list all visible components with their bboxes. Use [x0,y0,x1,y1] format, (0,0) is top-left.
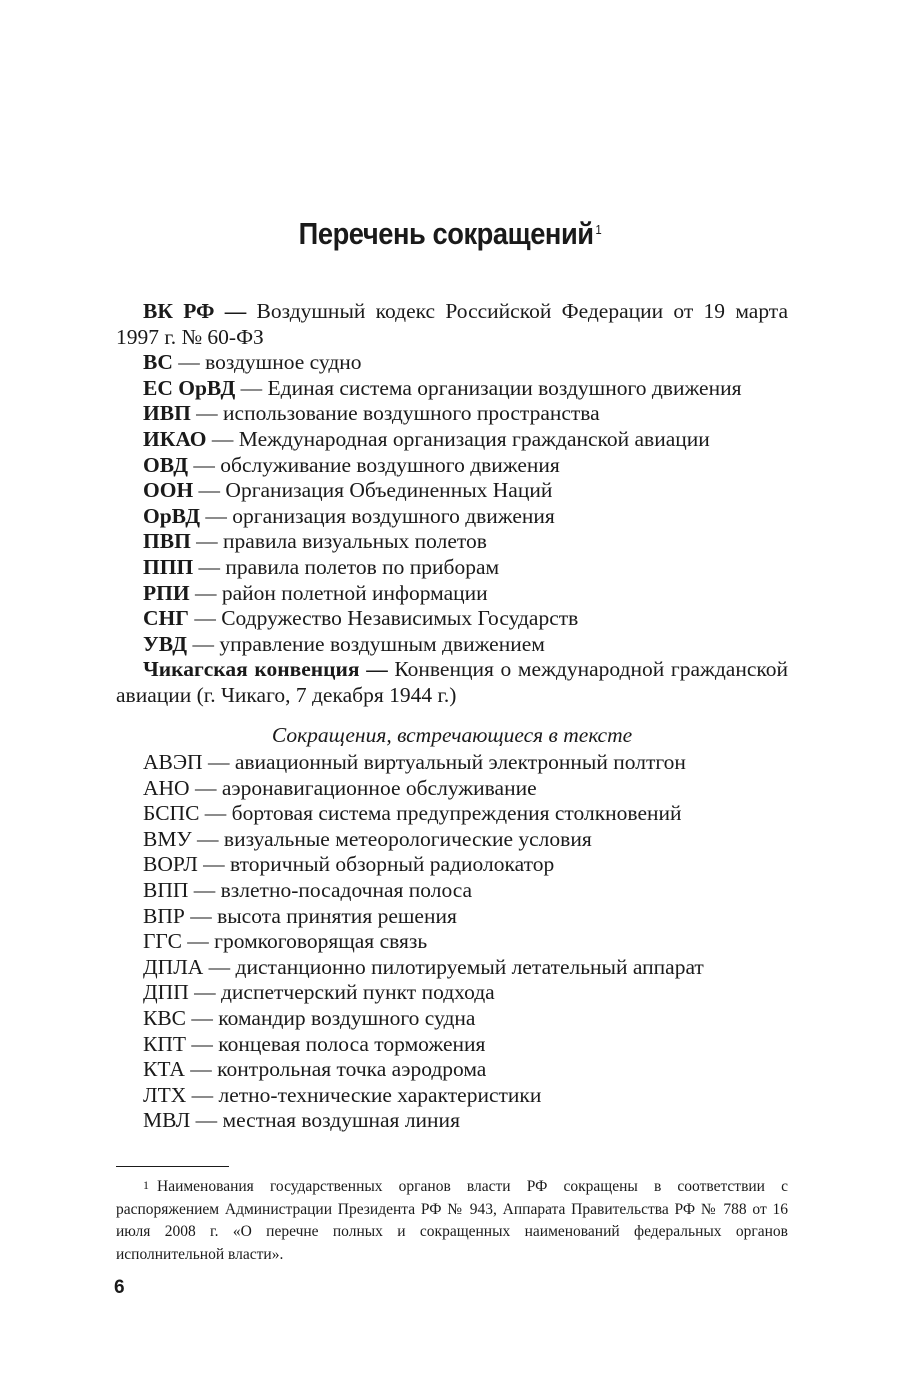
footnote-reference: 1 [595,222,602,237]
abbreviation-item [116,581,788,607]
abbreviation-definition: — Содружество Независимых Государств [188,606,579,631]
text-abbreviation-item: МВЛ — местная воздушная линия [143,1108,460,1133]
text-abbreviation-item: КПТ — концевая полоса торможения [143,1031,486,1056]
abbreviation-definition: Воздушный кодекс Российской Федерации от 19 марта 1997 г. № 60-ФЗ [116,299,788,349]
section-title: Сокращения, встречающиеся в тексте [271,722,633,747]
text-abbreviation-list [116,750,788,1134]
abbreviation-item [116,606,788,632]
content [116,299,788,1134]
text-abbreviation-item: АНО — аэронавигационное обслуживание [143,775,537,800]
footnote-text: Наименования государственных органов власти РФ сокращены в соответствии с распоряжением Администрации Президента РФ № 943, Аппарата Правительства РФ № 788 от 16 июля 2008 г. «О перечне полных и сокращенных наименований федеральных органов исполнительной власти». [116,1178,788,1263]
abbreviation-definition: — воздушное судно [172,350,362,375]
abbreviation-item [116,299,788,350]
abbreviation-item [116,453,788,479]
abbreviation-item [116,529,788,555]
abbreviation-term: ОВД [143,452,189,477]
abbreviation-term: ОрВД [143,503,200,528]
page-number: 6 [114,1277,125,1298]
abbreviation-list [116,299,788,709]
text-abbreviation-item: ВПР — высота принятия решения [143,903,457,928]
abbreviation-definition: — правила визуальных полетов [190,529,487,554]
footnote [116,1176,788,1266]
abbreviation-term: УВД [143,631,188,656]
footnote-divider [116,1166,229,1167]
page-title-text: Перечень сокращений [298,216,594,251]
abbreviation-definition: — правила полетов по приборам [193,554,500,579]
abbreviation-item [116,376,788,402]
abbreviation-definition: Конвенция о международной гражданской авиации (г. Чикаго, 7 декабря 1944 г.) [116,657,788,707]
text-abbreviation-item: ВПП — взлетно-посадочная полоса [143,878,473,903]
abbreviation-term: ВС [143,350,173,375]
abbreviation-item [116,478,788,504]
abbreviation-item [116,632,788,658]
abbreviation-definition: — использование воздушного пространства [190,401,600,426]
abbreviation-term: СНГ [143,606,189,631]
abbreviation-item [116,555,788,581]
abbreviation-definition: — Организация Объединенных Наций [193,478,553,503]
text-abbreviation-item: ЛТХ — летно-технические характеристики [143,1082,542,1107]
abbreviation-definition: — организация воздушного движения [200,503,555,528]
abbreviation-term: Чикагская конвенция — [143,657,388,682]
text-abbreviation-item: КВС — командир воздушного судна [143,1006,476,1031]
abbreviation-definition: — обслуживание воздушного движения [188,452,560,477]
abbreviation-item [116,504,788,530]
text-abbreviation-item: ДПП — диспетчерский пункт подхода [143,980,495,1005]
abbreviation-item [116,401,788,427]
abbreviation-definition: — Международная организация гражданской авиации [206,426,710,451]
abbreviation-term: ППП [143,554,194,579]
abbreviation-term: ИКАО [143,426,207,451]
text-abbreviation-item: БСПС — бортовая система предупреждения столкновений [143,801,682,826]
abbreviation-term: ВК РФ — [143,299,247,323]
text-abbreviation-item: АВЭП — авиационный виртуальный электронный полтгон [143,750,686,775]
text-abbreviation-item: ГГС — громкоговорящая связь [143,929,428,954]
page-title [54,216,846,252]
abbreviation-definition: — управление воздушным движением [187,631,545,656]
abbreviation-term: РПИ [143,580,190,605]
abbreviation-item [116,350,788,376]
text-abbreviation-item: КТА — контрольная точка аэродрома [143,1057,487,1082]
abbreviation-term: ПВП [143,529,191,554]
abbreviation-item [116,427,788,453]
abbreviation-term: ООН [143,478,194,503]
text-abbreviation-item: ВМУ — визуальные метеорологические условия [143,826,592,851]
abbreviation-term: ИВП [143,401,191,426]
footnote-mark: 1 [143,1178,149,1192]
abbreviation-term: ЕС ОрВД [143,375,236,400]
abbreviation-definition: — Единая система организации воздушного движения [235,375,742,400]
abbreviation-item [116,657,788,708]
text-abbreviation-item: ВОРЛ — вторичный обзорный радиолокатор [143,852,555,877]
text-abbreviation-item: ДПЛА — дистанционно пилотируемый летательный аппарат [143,954,704,979]
abbreviation-definition: — район полетной информации [189,580,488,605]
